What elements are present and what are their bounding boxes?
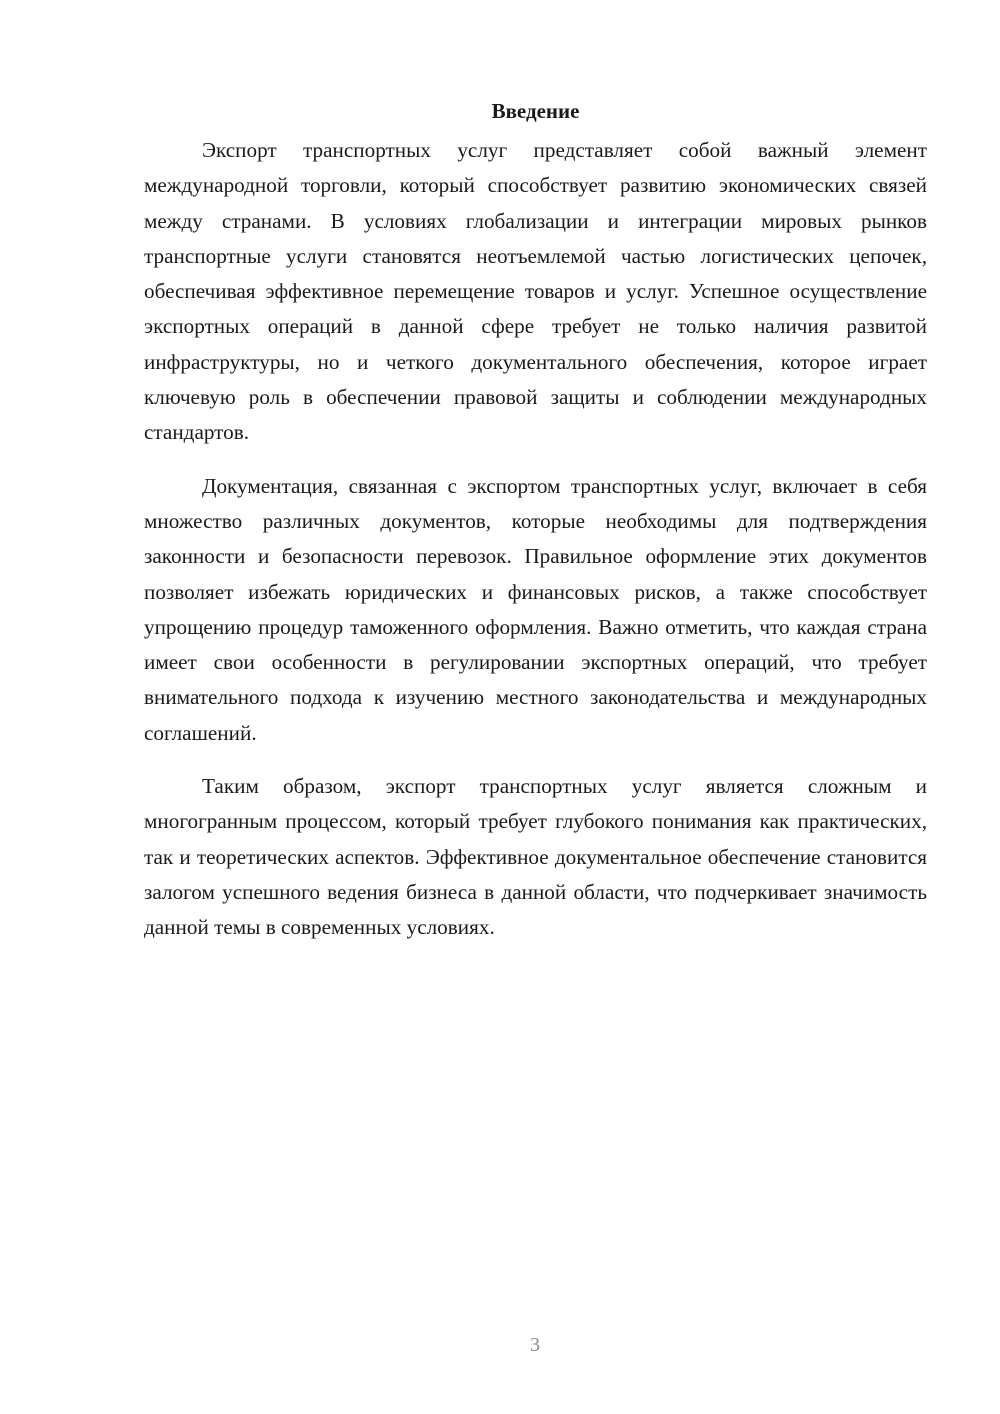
paragraph-3: Таким образом, экспорт транспортных услуг является сложным и многогранным процессом, который требует глубокого понимания как практических, так и теоретических аспектов. Эффективное документальное обеспечение становится залогом успешного ведения бизнеса в данной области, что подчеркивает значимость данной темы в современных условиях. [144,774,927,940]
paragraph-1: Экспорт транспортных услуг представляет собой важный элемент международной торговли, который способствует развитию экономических связей между странами. В условиях глобализации и интеграции мировых рынков транспортные услуги становятся неотъемлемой частью логистических цепочек, обеспечивая эффективное перемещение товаров и услуг. Успешное осуществление экспортных операций в данной сфере требует не только наличия развитой инфраструктуры, но и четкого документального обеспечения, которое играет ключевую роль в обеспечении правовой защиты и соблюдении международных стандартов. [144,138,927,445]
page-number: 3 [530,1334,540,1356]
section-heading: Введение [491,99,580,123]
page-content [144,94,927,964]
paragraph-2: Документация, связанная с экспортом транспортных услуг, включает в себя множество различных документов, которые необходимы для подтверждения законности и безопасности перевозок. Правильное оформление этих документов позволяет избежать юридических и финансовых рисков, а также способствует упрощению процедур таможенного оформления. Важно отметить, что каждая страна имеет свои особенности в регулировании экспортных операций, что требует внимательного подхода к изучению местного законодательства и международных соглашений. [144,473,927,745]
